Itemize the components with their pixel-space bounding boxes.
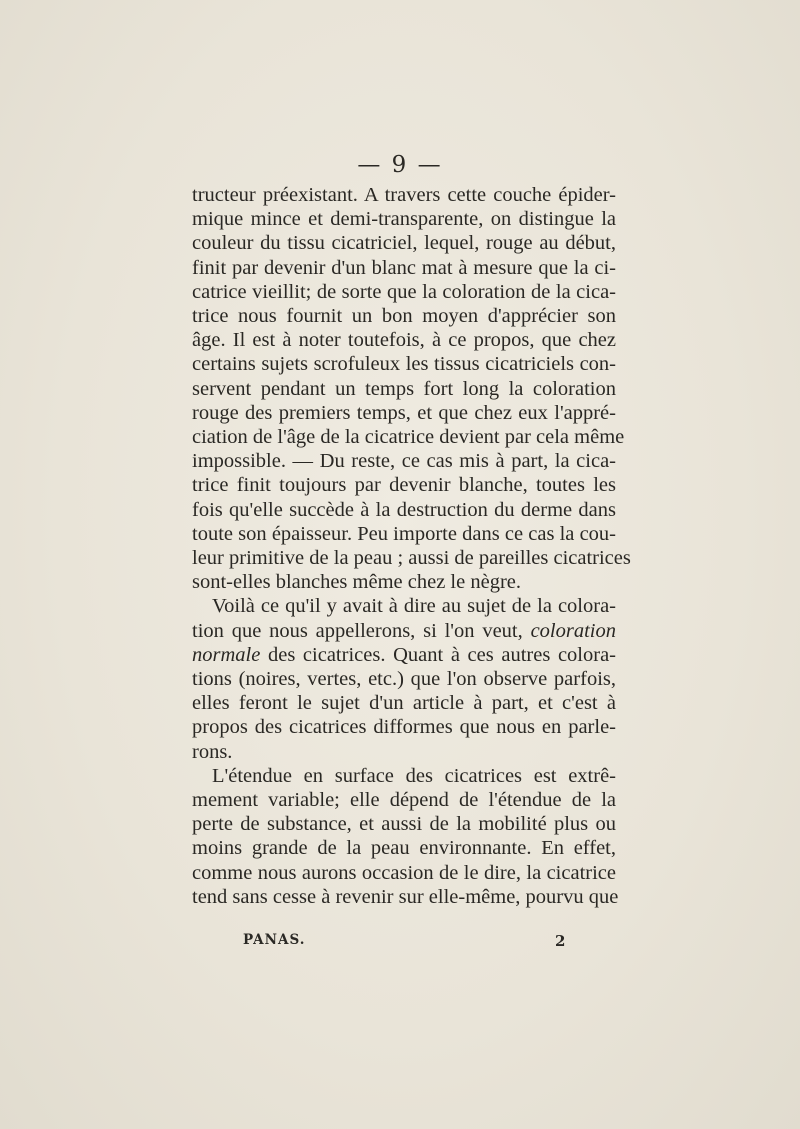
text-line: rons.: [192, 740, 233, 763]
text-line: catrice vieillit; de sorte que la coloration de la cica-: [192, 280, 616, 303]
text-line: servent pendant un temps fort long la coloration: [192, 377, 616, 400]
text-line: impossible. — Du reste, ce cas mis à part, la cica-: [192, 450, 616, 473]
text-line: fois qu'elle succède à la destruction du derme dans: [192, 498, 616, 521]
text-line: Voilà ce qu'il y avait à dire au sujet de la colora-: [212, 595, 616, 618]
text-line: moins grande de la peau environnante. En effet,: [192, 837, 616, 860]
text-line: couleur du tissu cicatriciel, lequel, rouge au début,: [192, 232, 616, 255]
text-line: sont-elles blanches même chez le nègre.: [192, 571, 521, 594]
text-line: perte de substance, et aussi de la mobilité plus ou: [192, 813, 616, 836]
text-line: rouge des premiers temps, et que chez eux l'appré-: [192, 401, 616, 424]
text-line: finit par devenir d'un blanc mat à mesure que la ci-: [192, 256, 616, 279]
page-number: — 9 —: [357, 152, 443, 178]
sheet-number: 2: [555, 932, 566, 950]
text-line: [192, 619, 616, 643]
text-line: tructeur préexistant. A travers cette couche épider-: [192, 184, 616, 206]
text-line: leur primitive de la peau ; aussi de pareilles cicatrices: [192, 547, 631, 570]
text-line: L'étendue en surface des cicatrices est extrê-: [212, 764, 616, 787]
text-line: tend sans cesse à revenir sur elle-même, pourvu que: [192, 885, 619, 908]
signature-mark: PANAS.: [243, 932, 306, 948]
text-line: elles feront le sujet d'un article à part, et c'est à: [192, 692, 616, 715]
text-line: toute son épaisseur. Peu importe dans ce cas la cou-: [192, 522, 616, 545]
text-line: ciation de l'âge de la cicatrice devient par cela même: [192, 426, 625, 449]
text-line: trice finit toujours par devenir blanche, toutes les: [192, 474, 616, 497]
text-line: certains sujets scrofuleux les tissus cicatriciels con-: [192, 353, 616, 376]
body-text: [192, 183, 631, 909]
page-footer: [0, 932, 800, 952]
italic-term: normale: [192, 643, 261, 666]
text-segment: tion que nous appellerons, si l'on veut,: [192, 619, 523, 642]
text-line: âge. Il est à noter toutefois, à ce propos, que chez: [192, 329, 616, 352]
text-line: [192, 643, 616, 667]
text-segment: des cicatrices. Quant à ces autres colora-: [267, 643, 616, 666]
italic-term: coloration: [530, 619, 616, 642]
text-line: comme nous aurons occasion de le dire, la cicatrice: [192, 861, 616, 884]
text-line: tions (noires, vertes, etc.) que l'on observe parfois,: [192, 668, 616, 691]
text-line: trice nous fournit un bon moyen d'apprécier son: [192, 305, 616, 328]
text-line: mique mince et demi-transparente, on distingue la: [192, 208, 616, 231]
text-line: mement variable; elle dépend de l'étendue de la: [192, 789, 616, 812]
text-line: propos des cicatrices difformes que nous en parle-: [192, 716, 616, 739]
